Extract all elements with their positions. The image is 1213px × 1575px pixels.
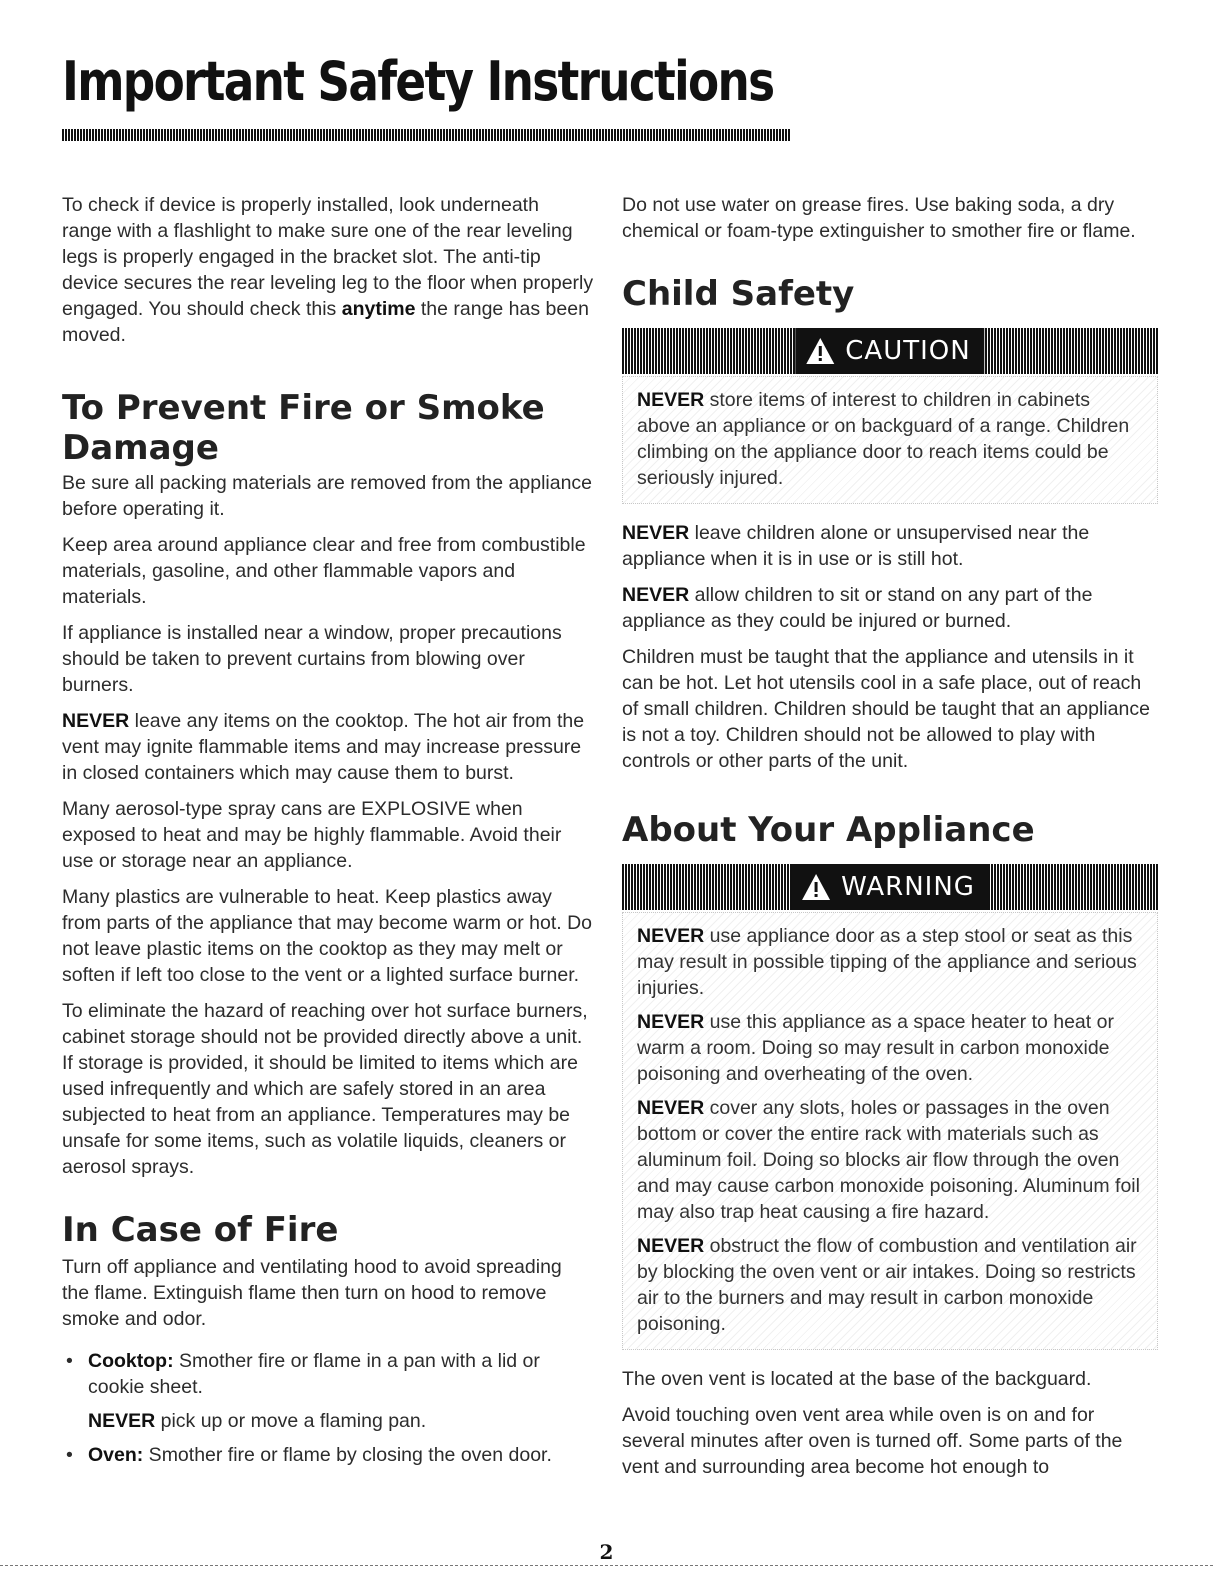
cooktop-never-note: NEVER pick up or move a flaming pan.	[88, 1410, 427, 1432]
paragraph: Turn off appliance and ventilating hood to avoid spreading the flame. Extinguish flame then turn on hood to remove smoke and odor.	[62, 1256, 562, 1330]
list-item-oven: • Oven: Smother fire or flame by closing the oven door.	[62, 1442, 594, 1468]
right-column	[622, 192, 1158, 1490]
paragraph: Be sure all packing materials are removed from the appliance before operating it.	[62, 472, 593, 520]
paragraph: Avoid touching oven vent area while oven is on and for several minutes after oven is turned off. Some parts of the vent and surrounding area become hot enough to	[622, 1404, 1123, 1478]
section-heading-about-appliance: About Your Appliance	[622, 810, 1035, 850]
warning-banner	[622, 864, 1158, 910]
paragraph: The oven vent is located at the base of the backguard.	[622, 1368, 1092, 1390]
paragraph: Children must be taught that the appliance and utensils in it can be hot. Let hot utensils cool in a safe place, out of reach of small children. Children should be taught that an appliance is not a toy. Children should not be allowed to play with controls or other parts of the unit.	[622, 646, 1150, 772]
warning-triangle-icon	[801, 873, 831, 901]
left-column	[62, 192, 594, 1468]
paragraph: NEVER leave any items on the cooktop. The hot air from the vent may ignite flammable items and may increase pressure in closed containers which may cause them to burst.	[62, 710, 585, 784]
paragraph: If appliance is installed near a window, proper precautions should be taken to prevent curtains from blowing over burners.	[62, 622, 562, 696]
page-title: Important Safety Instructions	[62, 50, 774, 113]
caution-box	[622, 376, 1158, 504]
paragraph: NEVER leave children alone or unsupervised near the appliance when it is in use or is still hot.	[622, 522, 1090, 570]
bottom-rule	[0, 1565, 1213, 1566]
paragraph: Keep area around appliance clear and free from combustible materials, gasoline, and other flammable vapors and materials.	[62, 534, 586, 608]
grease-fire-paragraph: Do not use water on grease fires. Use baking soda, a dry chemical or foam-type extinguisher to smother fire or flame.	[622, 194, 1136, 242]
fire-bullet-list	[62, 1348, 594, 1468]
paragraph: Many plastics are vulnerable to heat. Keep plastics away from parts of the appliance that may become warm or hot. Do not leave plastic items on the cooktop as they may melt or soften if left too close to the vent or a lighted surface burner.	[62, 886, 592, 986]
paragraph: NEVER allow children to sit or stand on any part of the appliance as they could be injured or burned.	[622, 584, 1093, 632]
warning-text: NEVER obstruct the flow of combustion and ventilation air by blocking the oven vent or air intakes. Doing so restricts air to the burners and may result in carbon monoxide poisoning.	[637, 1235, 1137, 1335]
list-item-cooktop: • Cooktop: Smother fire or flame in a pan with a lid or cookie sheet. NEVER pick up or move a flaming pan.	[62, 1348, 594, 1434]
section-heading-prevent-fire: To Prevent Fire or Smoke Damage	[62, 388, 545, 468]
warning-box	[622, 912, 1158, 1350]
paragraph: To eliminate the hazard of reaching over hot surface burners, cabinet storage should not be provided directly above a unit. If storage is provided, it should be limited to items which are used infrequently and which are safely stored in an area subjected to heat from an appliance. Temperatures may be unsafe for some items, such as volatile liquids, cleaners or aerosol sprays.	[62, 1000, 588, 1178]
paragraph: Many aerosol-type spray cans are EXPLOSIVE when exposed to heat and may be highly flammable. Avoid their use or storage near an appliance.	[62, 798, 562, 872]
section-heading-child-safety: Child Safety	[622, 274, 855, 314]
caution-label: CAUTION	[845, 336, 971, 366]
caution-text: NEVER store items of interest to children in cabinets above an appliance or on backguard of a range. Children climbing on the appliance door to reach items could be seriously injured.	[637, 389, 1130, 489]
warning-triangle-icon	[805, 337, 835, 365]
title-rule	[62, 129, 790, 141]
warning-text: NEVER use this appliance as a space heater to heat or warm a room. Doing so may result in carbon monoxide poisoning and overheating of the oven.	[637, 1011, 1114, 1085]
section-heading-case-of-fire: In Case of Fire	[62, 1210, 339, 1250]
caution-banner	[622, 328, 1158, 374]
anti-tip-paragraph: To check if device is properly installed, look underneath range with a flashlight to make sure one of the rear leveling legs is properly engaged in the bracket slot. The anti-tip device secures the rear leveling leg to the floor when properly engaged. You should check this anytime the range has been moved.	[62, 194, 594, 346]
warning-text: NEVER cover any slots, holes or passages in the oven bottom or cover the entire rack with materials such as aluminum foil. Doing so blocks air flow through the oven and may cause carbon monoxide poisoning. Aluminum foil may also trap heat causing a fire hazard.	[637, 1097, 1140, 1223]
warning-label: WARNING	[841, 872, 975, 902]
page-number: 2	[599, 1540, 614, 1564]
warning-text: NEVER use appliance door as a step stool or seat as this may result in possible tipping of the appliance and serious injuries.	[637, 925, 1137, 999]
